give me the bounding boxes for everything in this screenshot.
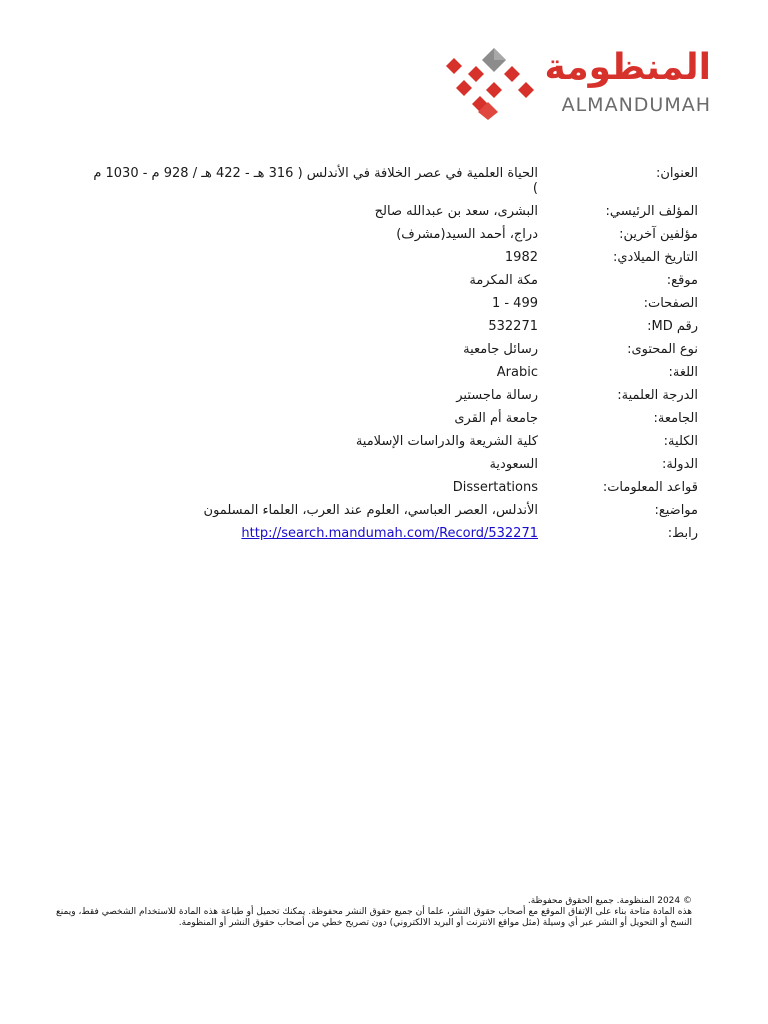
record-row-other-authors: [86, 227, 698, 242]
record-row-md-number: [86, 319, 698, 334]
location-value: مكة المكرمة: [469, 273, 538, 288]
record-row-university: [86, 411, 698, 426]
pages-value: [86, 296, 538, 311]
country-value: السعودية: [489, 457, 538, 472]
copyright-line: © 2024 المنظومة. جميع الحقوق محفوظة.: [527, 896, 692, 906]
diamond-cluster-icon: [440, 44, 540, 120]
record-row-college: [86, 434, 698, 449]
pages-label: الصفحات:: [643, 296, 698, 311]
other-authors-value: دراج، أحمد السيد(مشرف): [396, 227, 538, 242]
content-type-label: نوع المحتوى:: [627, 342, 698, 357]
title-label: العنوان:: [655, 166, 698, 181]
college-label: الكلية:: [663, 434, 698, 449]
date-label: التاريخ الميلادي:: [613, 250, 698, 265]
databases-value: Dissertations: [452, 480, 538, 495]
record-row-degree: [86, 388, 698, 403]
language-value: Arabic: [496, 365, 538, 380]
pages-range: 1 - 499: [491, 296, 538, 311]
main-author-value: البشرى، سعد بن عبدالله صالح: [374, 204, 538, 219]
language-label: اللغة:: [668, 365, 698, 380]
other-authors-label: مؤلفين آخرين:: [619, 227, 698, 242]
degree-label: الدرجة العلمية:: [617, 388, 698, 403]
record-row-language: [86, 365, 698, 380]
record-row-databases: [86, 480, 698, 495]
record-row-pages: [86, 296, 698, 311]
subjects-value: الأندلس، العصر العباسي، العلوم عند العرب، العلماء المسلمون: [203, 503, 538, 518]
md-number-label: رقم MD:: [647, 319, 698, 334]
link-value-cell: [86, 526, 538, 541]
logo-arabic-wordmark: المنظومة: [544, 47, 711, 88]
record-row-location: [86, 273, 698, 288]
university-label: الجامعة:: [653, 411, 698, 426]
title-value: الحياة العلمية في عصر الخلافة في الأندلس ( 316 هـ - 422 هـ / 928 م - 1030 م ): [93, 166, 538, 196]
databases-label: قواعد المعلومات:: [602, 480, 698, 495]
record-row-content-type: [86, 342, 698, 357]
subjects-label: مواضيع:: [654, 503, 698, 518]
content-type-value: رسائل جامعية: [463, 342, 538, 357]
link-label: رابط:: [667, 526, 698, 541]
record-details: [86, 166, 698, 549]
country-label: الدولة:: [662, 457, 698, 472]
location-label: موقع:: [666, 273, 698, 288]
university-value: جامعة أم القرى: [454, 411, 538, 426]
record-row-title: [86, 166, 698, 196]
degree-value: رسالة ماجستير: [456, 388, 538, 403]
almandumah-logo: [440, 44, 715, 120]
record-link[interactable]: http://search.mandumah.com/Record/532271: [241, 526, 538, 541]
usage-notice: هذه المادة متاحة بناء على الإتفاق الموقع مع أصحاب حقوق النشر، علما أن جميع حقوق النشر محفوظة. يمكنك تحميل أو طباعة هذه المادة للاستخدام الشخصي فقط، ويمنع النسخ أو التحويل أو النشر عبر أي وسيلة (مثل مواقع الانترنت أو البريد الالكتروني) دون تصريح خطي من أصحاب حقوق النشر أو المنظومة.: [56, 907, 692, 928]
copyright-footer: [56, 896, 692, 929]
date-value: 1982: [504, 250, 538, 265]
record-row-main-author: [86, 204, 698, 219]
main-author-label: المؤلف الرئيسي:: [605, 204, 698, 219]
record-row-date: [86, 250, 698, 265]
md-number-value: 532271: [488, 319, 538, 334]
record-row-link: [86, 526, 698, 541]
record-row-country: [86, 457, 698, 472]
record-row-subjects: [86, 503, 698, 518]
logo-latin-wordmark: ALMANDUMAH: [561, 94, 711, 116]
college-value: كلية الشريعة والدراسات الإسلامية: [355, 434, 538, 449]
